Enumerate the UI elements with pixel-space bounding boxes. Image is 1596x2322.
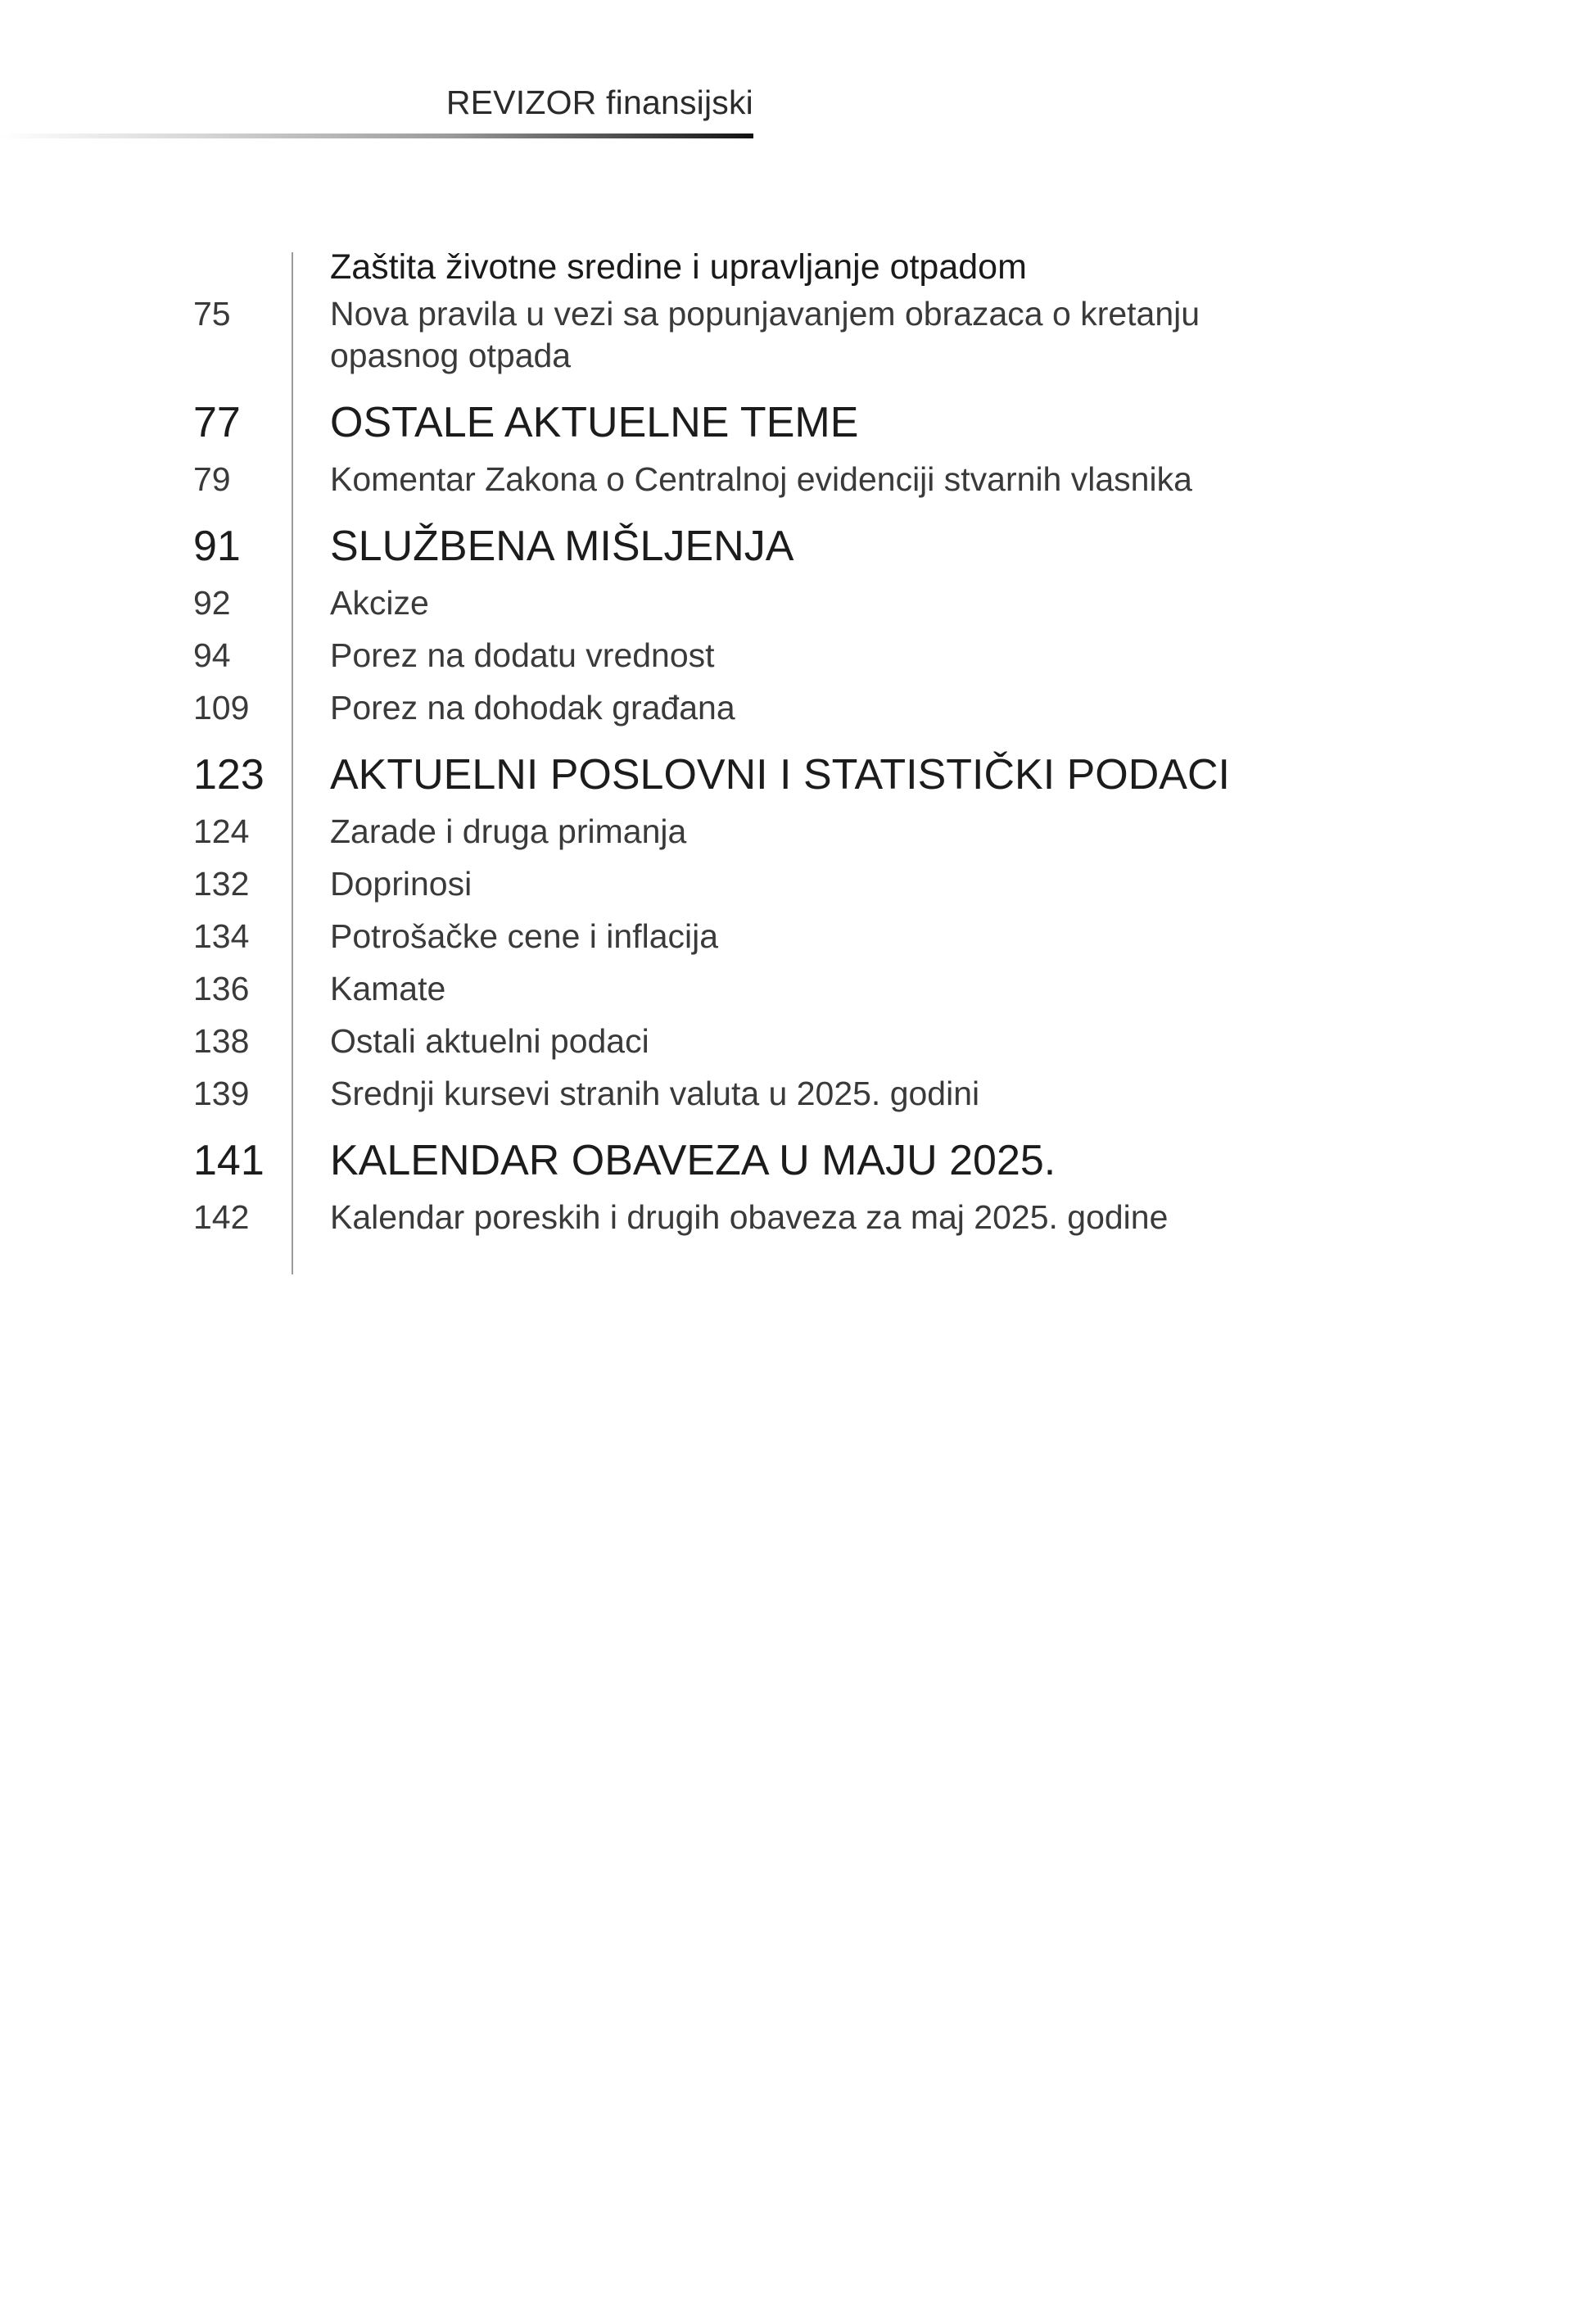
toc-section-title: AKTUELNI POSLOVNI I STATISTIČKI PODACI (330, 751, 1230, 799)
toc-entry[interactable] (0, 293, 1596, 377)
header-rule (0, 134, 753, 138)
toc-entry-title: Srednji kursevi stranih valuta u 2025. godini (330, 1075, 980, 1112)
toc-entry-title: Doprinosi (330, 865, 472, 903)
publication-title: REVIZOR finansijski (445, 84, 753, 121)
toc-entry[interactable] (0, 1021, 1596, 1062)
toc-entry-title: Porez na dodatu vrednost (330, 636, 715, 674)
toc-entry[interactable] (0, 635, 1596, 677)
toc-section[interactable] (0, 520, 1596, 573)
toc-entry[interactable] (0, 968, 1596, 1010)
toc-entry-title: Nova pravila u vezi sa popunjavanjem obrazaca o kretanju opasnog otpada (330, 295, 1200, 374)
toc-entry[interactable] (0, 1073, 1596, 1115)
toc-entry[interactable] (0, 916, 1596, 957)
toc-subhead-title: Zaštita životne sredine i upravljanje otpadom (330, 247, 1027, 287)
toc-section-title: OSTALE AKTUELNE TEME (330, 399, 859, 446)
toc-entry[interactable] (0, 1197, 1596, 1238)
toc-entry[interactable] (0, 459, 1596, 500)
toc-section[interactable] (0, 1134, 1596, 1187)
toc-subhead[interactable] (0, 244, 1596, 290)
toc-entry-title: Kamate (330, 970, 446, 1007)
toc-page-number: 132 (193, 865, 250, 903)
toc-page-number: 141 (193, 1137, 264, 1184)
toc-section[interactable] (0, 749, 1596, 801)
toc-page-number: 134 (193, 917, 250, 955)
toc-page-number: 77 (193, 399, 241, 446)
toc-page-number: 94 (193, 636, 231, 674)
toc-entry-title: Potrošačke cene i inflacija (330, 917, 719, 955)
toc-entry-title: Zarade i druga primanja (330, 812, 687, 850)
toc-page-number: 142 (193, 1198, 250, 1236)
toc-entry-title: Porez na dohodak građana (330, 689, 735, 726)
toc-entry-title: Ostali aktuelni podaci (330, 1022, 649, 1060)
toc-section-title: SLUŽBENA MIŠLJENJA (330, 523, 794, 570)
toc-page-number: 136 (193, 970, 250, 1007)
toc-entry-title: Kalendar poreskih i drugih obaveza za maj 2025. godine (330, 1198, 1169, 1236)
toc-entry[interactable] (0, 863, 1596, 905)
toc-page-number: 109 (193, 689, 250, 726)
toc-page-number: 138 (193, 1022, 250, 1060)
toc-page-number: 92 (193, 584, 231, 622)
toc-entry[interactable] (0, 687, 1596, 729)
toc-entry-title: Akcize (330, 584, 429, 622)
toc-page-number: 75 (193, 295, 231, 333)
toc-entry[interactable] (0, 811, 1596, 853)
toc-page-number: 123 (193, 751, 264, 799)
toc-entry[interactable] (0, 582, 1596, 624)
toc-page-number: 139 (193, 1075, 250, 1112)
toc-entry-title: Komentar Zakona o Centralnoj evidenciji stvarnih vlasnika (330, 460, 1192, 498)
toc-section-title: KALENDAR OBAVEZA U MAJU 2025. (330, 1137, 1056, 1184)
table-of-contents (0, 244, 1596, 1249)
toc-page-number: 79 (193, 460, 231, 498)
toc-page-number: 124 (193, 812, 250, 850)
toc-page-number: 91 (193, 523, 241, 570)
toc-section[interactable] (0, 396, 1596, 449)
